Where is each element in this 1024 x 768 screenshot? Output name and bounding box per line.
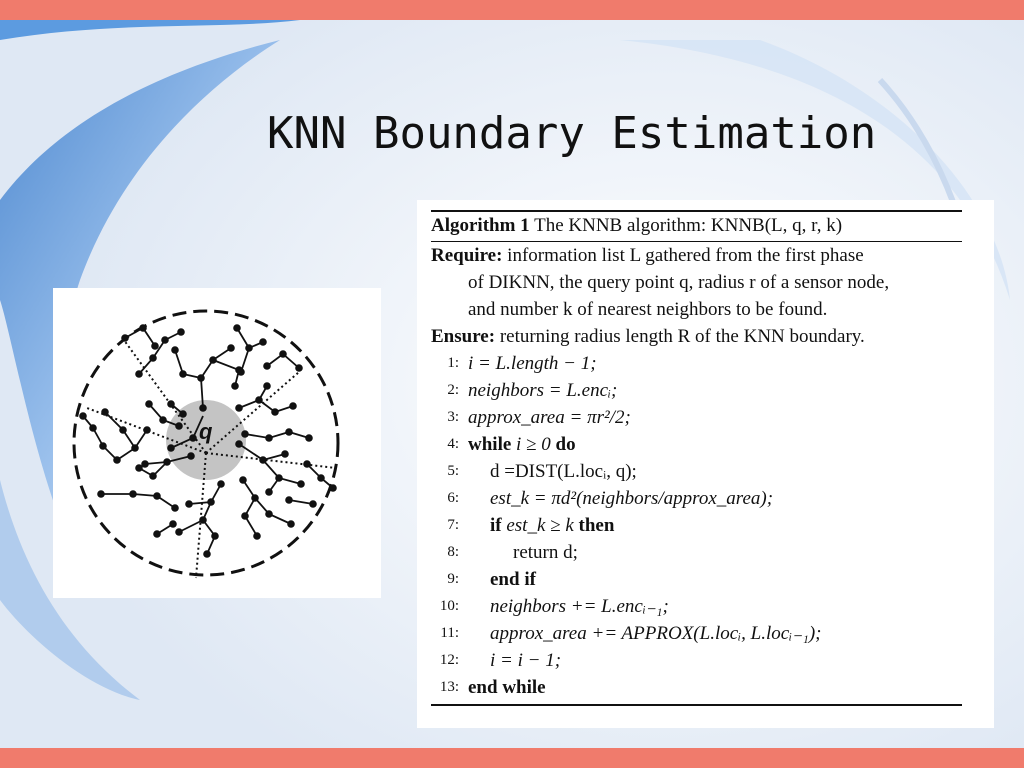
line-number: 3: [447, 409, 459, 425]
bottom-accent-bar [0, 748, 1024, 768]
line-code: neighbors += L.encᵢ₋₁; [490, 596, 669, 617]
line-number: 4: [447, 436, 459, 452]
algorithm-caption: The KNNB algorithm: KNNB(L, q, r, k) [534, 215, 843, 236]
slide-title: KNN Boundary Estimation [267, 108, 877, 159]
algorithm-line [431, 431, 962, 458]
line-number: 6: [447, 490, 459, 506]
keyword-end-if: end if [490, 569, 536, 590]
line-number: 7: [447, 517, 459, 533]
algorithm-number: Algorithm 1 [431, 215, 530, 236]
line-number: 10: [439, 598, 459, 614]
algorithm-line [431, 485, 962, 512]
line-number: 5: [447, 463, 459, 479]
line-code [468, 512, 614, 539]
algorithm-line [431, 377, 962, 404]
bottom-rule [431, 704, 962, 706]
line-code: est_k = πd²(neighbors/approx_area); [490, 488, 774, 509]
line-number: 12: [439, 652, 459, 668]
algorithm-line [431, 539, 962, 566]
algorithm-line [431, 674, 962, 701]
ensure-block [431, 323, 962, 350]
line-code: i = i − 1; [490, 650, 562, 671]
require-label: Require: [431, 245, 503, 266]
line-code: neighbors = L.encᵢ; [468, 380, 618, 401]
line-number: 11: [440, 625, 459, 641]
keyword-if: if [490, 515, 502, 536]
line-number: 1: [447, 355, 459, 371]
algorithm-line [431, 647, 962, 674]
knn-diagram [53, 288, 381, 598]
algorithm-steps [431, 350, 962, 701]
keyword-end-while: end while [468, 677, 546, 698]
keyword-do: do [555, 434, 576, 455]
algorithm-line [431, 512, 962, 539]
line-code: i = L.length − 1; [468, 353, 597, 374]
top-accent-bar [0, 0, 1024, 20]
require-line-2: of DIKNN, the query point q, radius r of a sensor node, [468, 272, 890, 293]
line-code: return d; [513, 542, 578, 563]
line-number: 13: [439, 679, 459, 695]
ensure-label: Ensure: [431, 326, 496, 347]
keyword-then: then [578, 515, 615, 536]
line-number: 9: [447, 571, 459, 587]
require-line-3: and number k of nearest neighbors to be found. [468, 299, 828, 320]
line-code: approx_area += APPROX(L.locᵢ, L.locᵢ₋₁); [490, 623, 822, 644]
algorithm-line [431, 404, 962, 431]
keyword-while: while [468, 434, 512, 455]
algorithm-line [431, 350, 962, 377]
algorithm-listing [431, 210, 962, 706]
algorithm-line [431, 566, 962, 593]
require-line-1: information list L gathered from the first phase [507, 245, 864, 266]
algorithm-line [431, 593, 962, 620]
loop-condition: i ≥ 0 [516, 434, 551, 455]
line-number: 8: [447, 544, 459, 560]
if-condition: est_k ≥ k [506, 515, 574, 536]
require-block [431, 242, 962, 323]
algorithm-line [431, 620, 962, 647]
knn-boundary-figure [53, 288, 381, 598]
ensure-text: returning radius length R of the KNN boundary. [499, 326, 865, 347]
line-code: approx_area = πr²/2; [468, 407, 631, 428]
algorithm-panel [417, 200, 994, 728]
line-number: 2: [447, 382, 459, 398]
line-code [468, 431, 576, 458]
query-point-label: q [199, 419, 213, 444]
line-code: d =DIST(L.locᵢ, q); [490, 461, 637, 482]
algorithm-line [431, 458, 962, 485]
algorithm-header [431, 212, 962, 241]
